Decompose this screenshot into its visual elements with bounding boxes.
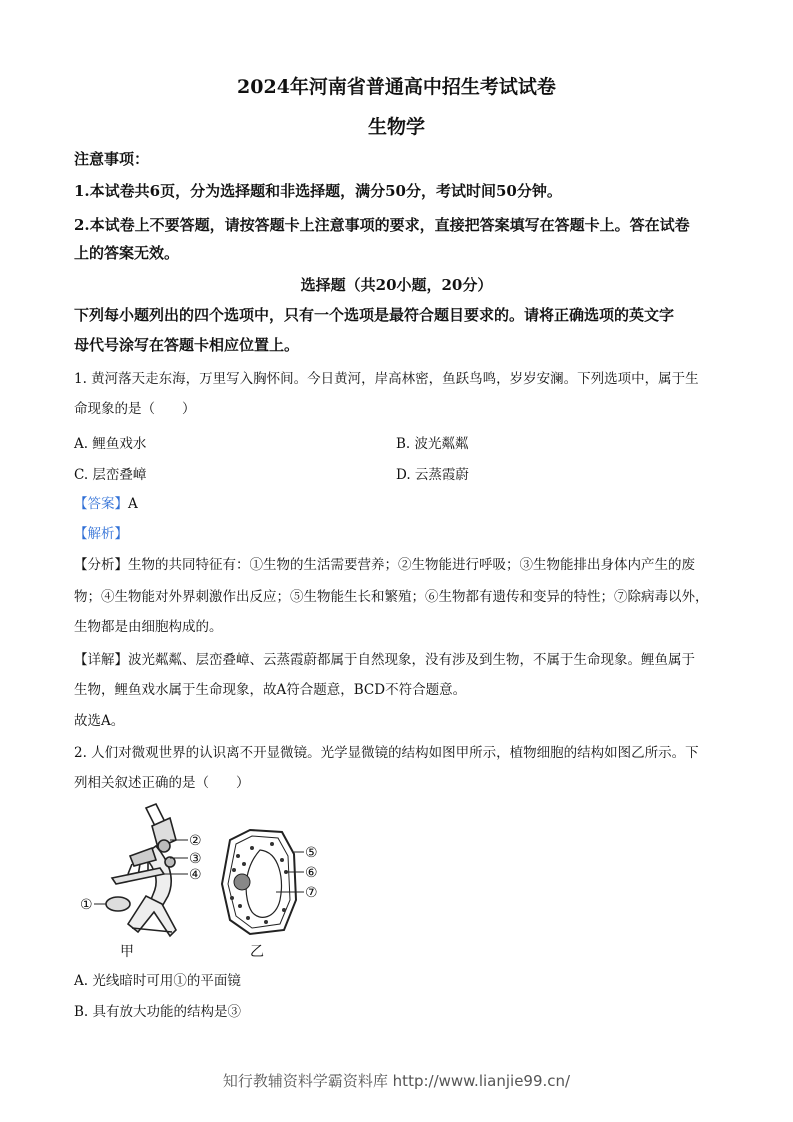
microscope-and-cell-diagram	[72, 800, 332, 965]
q1-stem-line-2: 命现象的是（ ）	[74, 401, 196, 417]
figure-label-yi: 乙	[250, 944, 264, 960]
notice-item-2-line-2: 上的答案无效。	[74, 244, 180, 262]
notice-item-1: 1.本试卷共6页，分为选择题和非选择题，满分50分，考试时间50分钟。	[74, 182, 562, 200]
q1-xiangjie-line-1	[74, 645, 724, 675]
mark-5: ⑤	[305, 845, 318, 861]
q2-stem-line-1: 2. 人们对微观世界的认识离不开显微镜。光学显微镜的结构如图甲所示，植物细胞的结构如图乙所示。下	[74, 745, 699, 761]
q1-xiangjie-line-2: 生物，鲤鱼戏水属于生命现象，故A符合题意，BCD不符合题意。	[74, 682, 467, 698]
answer-tag: 【答案】	[74, 496, 128, 512]
q1-option-b: B. 波光粼粼	[396, 436, 469, 452]
q1-fenxi-line-3: 生物都是由细胞构成的。	[74, 619, 223, 635]
mark-6: ⑥	[305, 865, 318, 881]
plant-cell-drawing	[222, 830, 296, 934]
figure-label-jia: 甲	[120, 944, 134, 960]
q2-figure	[72, 800, 332, 965]
q2-option-a: A. 光线暗时可用①的平面镜	[74, 973, 241, 989]
xiangjie-text-1: 波光粼粼、层峦叠嶂、云蒸霞蔚都属于自然现象，没有涉及到生物，不属于生命现象。鲤鱼属于	[128, 652, 695, 668]
section-instruction-line-2: 母代号涂写在答题卡相应位置上。	[74, 336, 300, 354]
mark-1: ①	[80, 897, 93, 913]
mark-7: ⑦	[305, 885, 318, 901]
fenxi-text-1: 生物的共同特征有：①生物的生活需要营养；②生物能进行呼吸；③生物能排出身体内产生的废	[128, 557, 695, 573]
q1-option-a: A. 鲤鱼戏水	[74, 436, 147, 452]
section-instruction-line-1: 下列每小题列出的四个选项中，只有一个选项是最符合题目要求的。请将正确选项的英文字	[74, 306, 675, 324]
notice-heading: 注意事项：	[74, 150, 150, 168]
analysis-tag: 【解析】	[74, 526, 128, 542]
q1-fenxi-line-2: 物；④生物能对外界刺激作出反应；⑤生物能生长和繁殖；⑥生物都有遗传和变异的特性；⑦除病毒以外，	[74, 589, 709, 605]
q1-conclusion: 故选A。	[74, 713, 125, 729]
q2-option-b: B. 具有放大功能的结构是③	[74, 1004, 242, 1020]
notice-item-2-line-1: 2.本试卷上不要答题，请按答题卡上注意事项的要求，直接把答案填写在答题卡上。答在试卷	[74, 216, 690, 234]
mark-2: ②	[189, 833, 202, 849]
q2-stem-line-2: 列相关叙述正确的是（ ）	[74, 775, 250, 791]
exam-subject: 生物学	[367, 116, 425, 138]
exam-title: 2024年河南省普通高中招生考试试卷	[237, 76, 556, 98]
mark-3: ③	[189, 851, 202, 867]
section-heading: 选择题（共20小题，20分）	[300, 276, 493, 294]
q1-fenxi-line-1	[74, 550, 724, 580]
xiangjie-tag: 【详解】	[74, 652, 128, 668]
q1-option-d: D. 云蒸霞蔚	[396, 467, 469, 483]
fenxi-tag: 【分析】	[74, 557, 128, 573]
q1-option-c: C. 层峦叠嶂	[74, 467, 147, 483]
microscope-drawing	[106, 804, 176, 936]
q1-answer	[74, 489, 724, 519]
mark-4: ④	[189, 867, 202, 883]
answer-value: A	[128, 496, 138, 512]
page-footer-watermark: 知行教辅资料学霸资料库 http://www.lianjie99.cn/	[222, 1072, 571, 1090]
q1-stem-line-1: 1. 黄河落天走东海，万里写入胸怀间。今日黄河，岸高林密，鱼跃鸟鸣，岁岁安澜。下列选项中，属于生	[74, 371, 699, 387]
